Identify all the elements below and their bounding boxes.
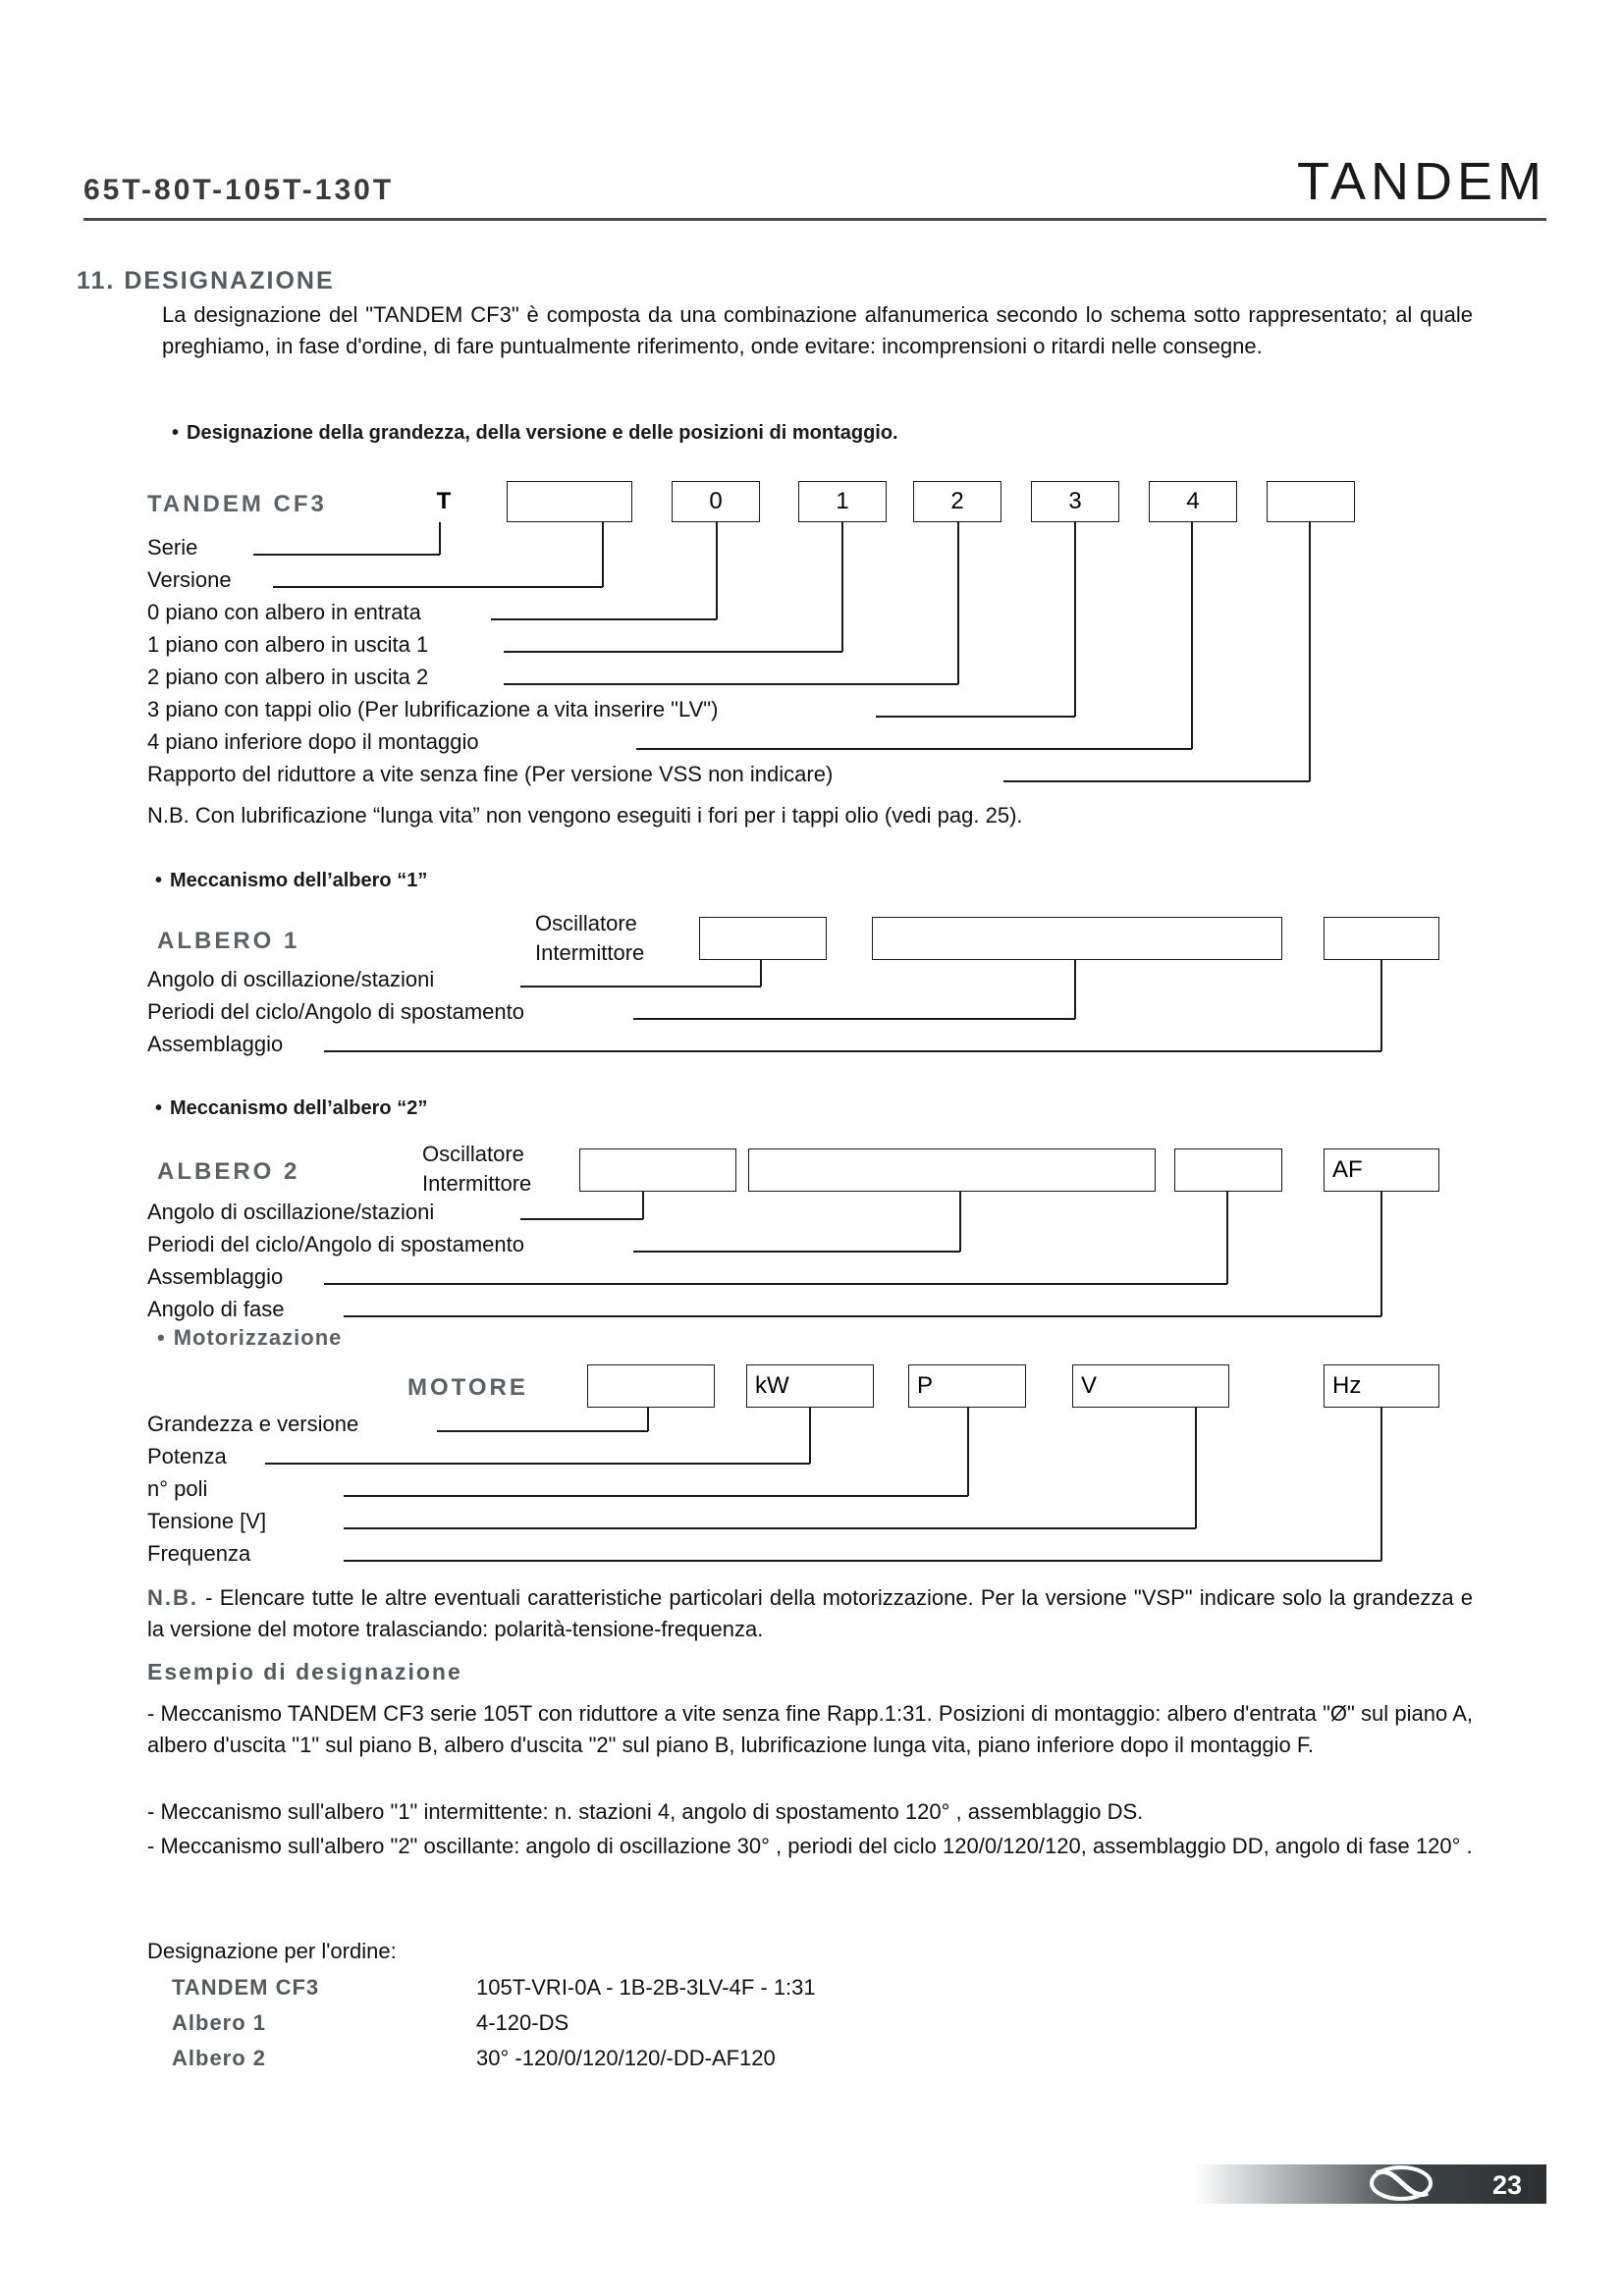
block3-head-intermittore: Intermittore — [422, 1171, 532, 1196]
block4-legend-4: Frequenza — [147, 1541, 251, 1566]
block2-legend-2: Assemblaggio — [147, 1032, 284, 1056]
leader-line — [1309, 522, 1311, 781]
example-item-0: - Meccanismo TANDEM CF3 serie 105T con riduttore a vite senza fine Rapp.1:31. Posizioni di montaggio: albero d'entrata "Ø" sul piano A, albero d'uscita "1" sul piano B, albero d'uscita "2" sul piano B, lubrificazione lunga vita, piano inferiore dopo il montaggio F. — [147, 1701, 1473, 1757]
block1-box-versione — [507, 481, 632, 522]
leader-line — [1074, 522, 1076, 717]
block1-box-1: 1 — [798, 481, 887, 522]
leader-line — [1226, 1192, 1228, 1284]
leader-line — [265, 1463, 810, 1465]
block1-box-0: 0 — [672, 481, 760, 522]
example-item-1: - Meccanismo sull'albero "1" intermittente: n. stazioni 4, angolo di spostamento 120° , assemblaggio DS. — [147, 1799, 1144, 1824]
company-logo-icon — [1357, 2160, 1445, 2207]
leader-line — [876, 716, 1075, 718]
block4-legend-1: Potenza — [147, 1444, 227, 1468]
block1-legend-6: 4 piano inferiore dopo il montaggio — [147, 729, 479, 754]
block4-legend-3: Tensione [V] — [147, 1509, 267, 1533]
example-item-2: - Meccanismo sull'albero "2" oscillante: angolo di oscillazione 30° , periodi del ciclo 120/0/120/120, assemblaggio DD, angolo di fase 120° . — [147, 1834, 1473, 1858]
block2-box-3 — [1324, 917, 1439, 960]
block4-box-grandezza — [587, 1364, 715, 1408]
leader-line — [1380, 960, 1382, 1051]
leader-line — [437, 1430, 648, 1432]
block4-box-p: P — [908, 1364, 1026, 1408]
block1-legend-2: 0 piano con albero in entrata — [147, 600, 421, 624]
leader-line — [504, 651, 842, 653]
bullet-icon: • — [155, 870, 163, 891]
leader-line — [633, 1251, 960, 1253]
block1-box-serie-value: T — [381, 481, 507, 522]
leader-line — [1191, 522, 1193, 749]
leader-line — [957, 522, 959, 684]
example-heading: Esempio di designazione — [147, 1659, 462, 1684]
block2-head-oscillatore: Oscillatore — [535, 911, 637, 935]
block2-legend-0: Angolo di oscillazione/stazioni — [147, 967, 435, 991]
leader-line — [1074, 960, 1076, 1019]
leader-line — [344, 1527, 1196, 1529]
leader-line — [344, 1560, 1381, 1562]
block4-box-hz: Hz — [1324, 1364, 1439, 1408]
page-title: 11. DESIGNAZIONE — [77, 267, 335, 294]
bullet-icon: • — [172, 422, 180, 444]
block3-box-3 — [1174, 1148, 1282, 1192]
order-title: Designazione per l'ordine: — [147, 1939, 397, 1963]
order-row-2-label: Albero 2 — [172, 2046, 267, 2070]
block4-box-v: V — [1072, 1364, 1229, 1408]
block1-note: N.B. Con lubrificazione “lunga vita” non vengono eseguiti i fori per i tappi olio (vedi pag. 25). — [147, 803, 1023, 828]
block4-bullet-heading: • Motorizzazione — [157, 1325, 343, 1350]
header-brand: TANDEM — [1297, 152, 1546, 211]
block3-legend-0: Angolo di oscillazione/stazioni — [147, 1200, 435, 1224]
bullet-icon: • — [157, 1325, 166, 1350]
leader-line — [491, 618, 717, 620]
block1-box-rapporto — [1267, 481, 1355, 522]
nb-label: N.B. — [147, 1585, 198, 1610]
leader-line — [841, 522, 843, 652]
block3-legend-1: Periodi del ciclo/Angolo di spostamento — [147, 1232, 525, 1256]
leader-line — [324, 1050, 1381, 1052]
block2-legend-1: Periodi del ciclo/Angolo di spostamento — [147, 999, 525, 1024]
block1-label: TANDEM CF3 — [147, 491, 327, 517]
leader-line — [520, 986, 761, 988]
block1-legend-4: 2 piano con albero in uscita 2 — [147, 665, 429, 689]
block4-nb — [147, 1582, 1473, 1645]
leader-line — [504, 683, 958, 685]
leader-line — [1380, 1408, 1382, 1561]
block2-head-intermittore: Intermittore — [535, 940, 645, 965]
block3-box-1 — [579, 1148, 736, 1192]
leader-line — [520, 1218, 643, 1220]
leader-line — [253, 554, 440, 556]
block1-box-3: 3 — [1031, 481, 1119, 522]
leader-line — [642, 1192, 644, 1219]
leader-line — [636, 748, 1192, 750]
block1-legend-1: Versione — [147, 567, 232, 592]
page-header — [83, 152, 1546, 211]
block3-head-oscillatore: Oscillatore — [422, 1142, 524, 1166]
block4-box-kw: kW — [746, 1364, 874, 1408]
block1-legend-3: 1 piano con albero in uscita 1 — [147, 632, 429, 657]
block3-legend-3: Angolo di fase — [147, 1297, 285, 1321]
block1-box-2: 2 — [913, 481, 1001, 522]
order-row-1-value: 4-120-DS — [476, 2010, 569, 2035]
block1-box-4: 4 — [1149, 481, 1237, 522]
block3-label: ALBERO 2 — [157, 1158, 300, 1185]
leader-line — [439, 522, 441, 555]
block4-label: MOTORE — [407, 1374, 528, 1401]
leader-line — [633, 1018, 1075, 1020]
leader-line — [1195, 1408, 1197, 1528]
leader-line — [647, 1408, 649, 1431]
block2-label: ALBERO 1 — [157, 928, 300, 954]
order-row-2-value: 30° -120/0/120/120/-DD-AF120 — [476, 2046, 776, 2070]
block2-box-1 — [699, 917, 827, 960]
intro-paragraph: La designazione del "TANDEM CF3" è composta da una combinazione alfanumerica secondo lo schema sotto rappresentato; al quale preghiamo, in fase d'ordine, di fare puntualmente riferimento, onde evitare: incomprensioni o ritardi nelle consegne. — [162, 302, 1473, 358]
order-row-0-label: TANDEM CF3 — [172, 1975, 320, 2000]
bullet-icon: • — [155, 1097, 163, 1119]
leader-line — [959, 1192, 961, 1252]
page-number: 23 — [1491, 2170, 1523, 2200]
leader-line — [1380, 1192, 1382, 1316]
block4-legend-2: n° poli — [147, 1476, 208, 1501]
block2-box-2 — [872, 917, 1282, 960]
header-model-codes: 65T-80T-105T-130T — [83, 174, 395, 207]
leader-line — [273, 586, 603, 588]
header-divider — [83, 218, 1546, 221]
block1-legend-7: Rapporto del riduttore a vite senza fine (Per versione VSS non indicare) — [147, 762, 834, 786]
leader-line — [344, 1495, 968, 1497]
leader-line — [602, 522, 604, 587]
block1-legend-0: Serie — [147, 535, 198, 560]
block4-legend-0: Grandezza e versione — [147, 1412, 359, 1436]
block1-legend-5: 3 piano con tappi olio (Per lubrificazione a vita inserire "LV") — [147, 697, 719, 721]
order-row-1-label: Albero 1 — [172, 2010, 267, 2035]
block3-box-2 — [748, 1148, 1156, 1192]
block3-legend-2: Assemblaggio — [147, 1264, 284, 1289]
block2-bullet-heading: • Meccanismo dell’albero “1” — [155, 870, 428, 891]
leader-line — [809, 1408, 811, 1464]
leader-line — [324, 1283, 1227, 1285]
block1-bullet-heading: • Designazione della grandezza, della versione e delle posizioni di montaggio. — [172, 422, 898, 444]
leader-line — [760, 960, 762, 987]
block3-box-af: AF — [1324, 1148, 1439, 1192]
leader-line — [716, 522, 718, 619]
order-row-0-value: 105T-VRI-0A - 1B-2B-3LV-4F - 1:31 — [476, 1975, 816, 2000]
leader-line — [344, 1315, 1381, 1317]
block3-bullet-heading: • Meccanismo dell’albero “2” — [155, 1097, 428, 1119]
leader-line — [967, 1408, 969, 1496]
nb-text: - Elencare tutte le altre eventuali caratteristiche particolari della motorizzazione. Per la versione "VSP" indicare solo la grandezza e la versione del motore tralasciando: polarità-tensione-frequenza. — [147, 1585, 1473, 1641]
leader-line — [1003, 780, 1310, 782]
